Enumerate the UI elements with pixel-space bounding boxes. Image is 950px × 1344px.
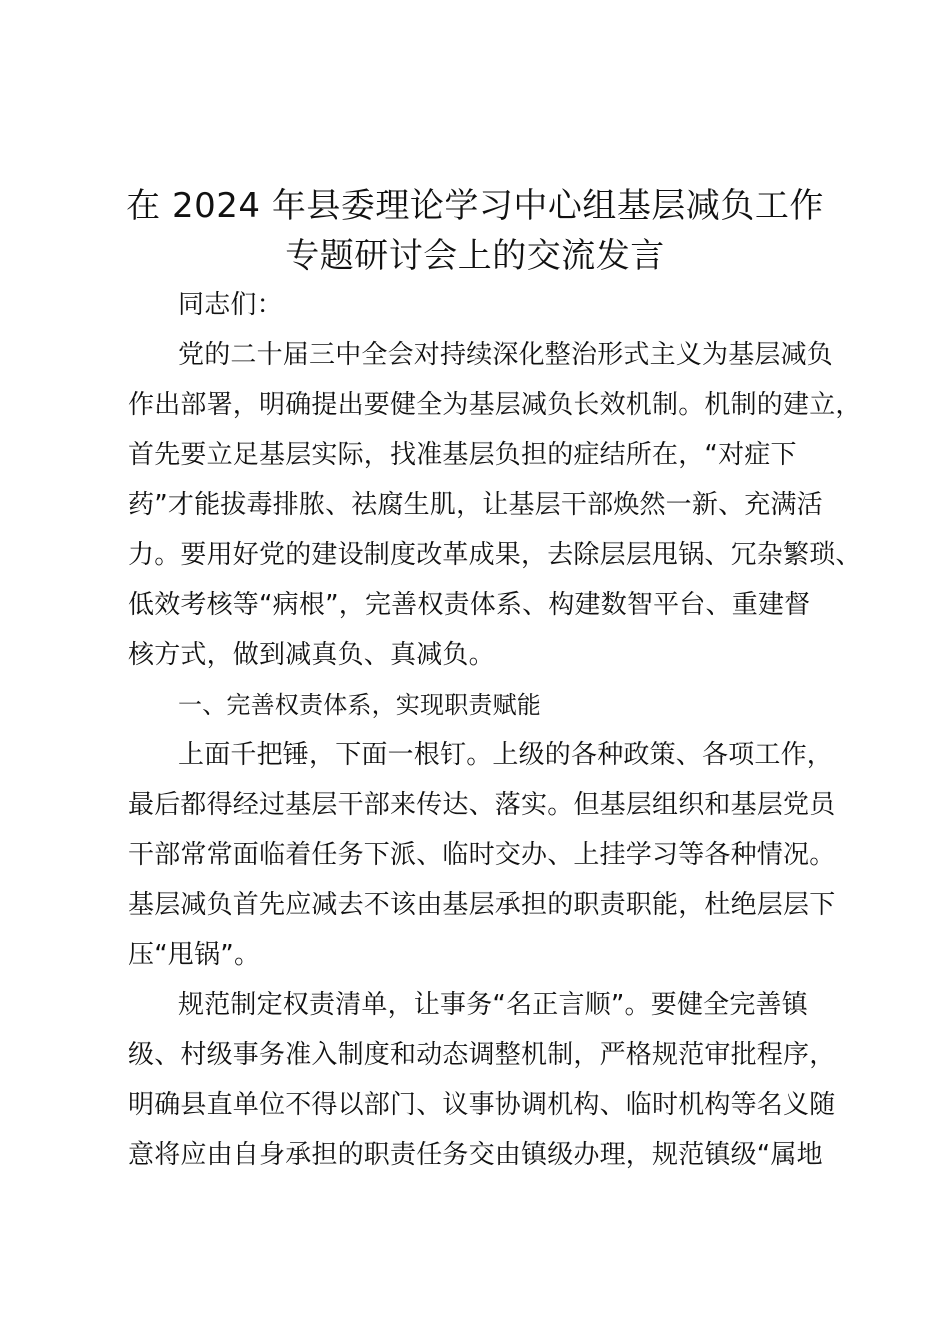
paragraph-line: 作出部署，明确提出要健全为基层减负长效机制。机制的建立， [128,390,862,420]
paragraph-line: 压“甩锅”。 [128,940,261,970]
paragraph-line: 级、村级事务准入制度和动态调整机制，严格规范审批程序， [128,1040,836,1070]
paragraph-line: 上面千把锤，下面一根钉。上级的各种政策、各项工作， [178,740,834,770]
paragraph-line: 药”才能拔毒排脓、祛腐生肌，让基层干部焕然一新、充满活 [128,490,823,520]
document-title-line-1: 在 2024 年县委理论学习中心组基层减负工作 [126,186,824,226]
paragraph-line: 最后都得经过基层干部来传达、落实。但基层组织和基层党员 [128,790,836,820]
paragraph-line: 党的二十届三中全会对持续深化整治形式主义为基层减负 [178,340,834,370]
paragraph-line: 力。要用好党的建设制度改革成果，去除层层甩锅、冗杂繁琐、 [128,540,862,570]
document-title-line-2: 专题研讨会上的交流发言 [285,236,665,276]
paragraph-line: 明确县直单位不得以部门、议事协调机构、临时机构等名义随 [128,1090,836,1120]
section-heading: 一、完善权责体系，实现职责赋能 [178,691,541,719]
paragraph-line: 规范制定权责清单，让事务“名正言顺”。要健全完善镇 [178,990,808,1020]
paragraph-line: 干部常常面临着任务下派、临时交办、上挂学习等各种情况。 [128,840,836,870]
paragraph-line: 核方式，做到减真负、真减负。 [128,640,495,670]
paragraph-line: 首先要立足基层实际，找准基层负担的症结所在，“对症下 [128,440,797,470]
paragraph-line: 低效考核等“病根”，完善权责体系、构建数智平台、重建督 [128,590,811,620]
paragraph-line: 基层减负首先应减去不该由基层承担的职责职能，杜绝层层下 [128,890,836,920]
salutation: 同志们： [178,290,283,320]
paragraph-line: 意将应由自身承担的职责任务交由镇级办理，规范镇级“属地 [128,1140,823,1170]
